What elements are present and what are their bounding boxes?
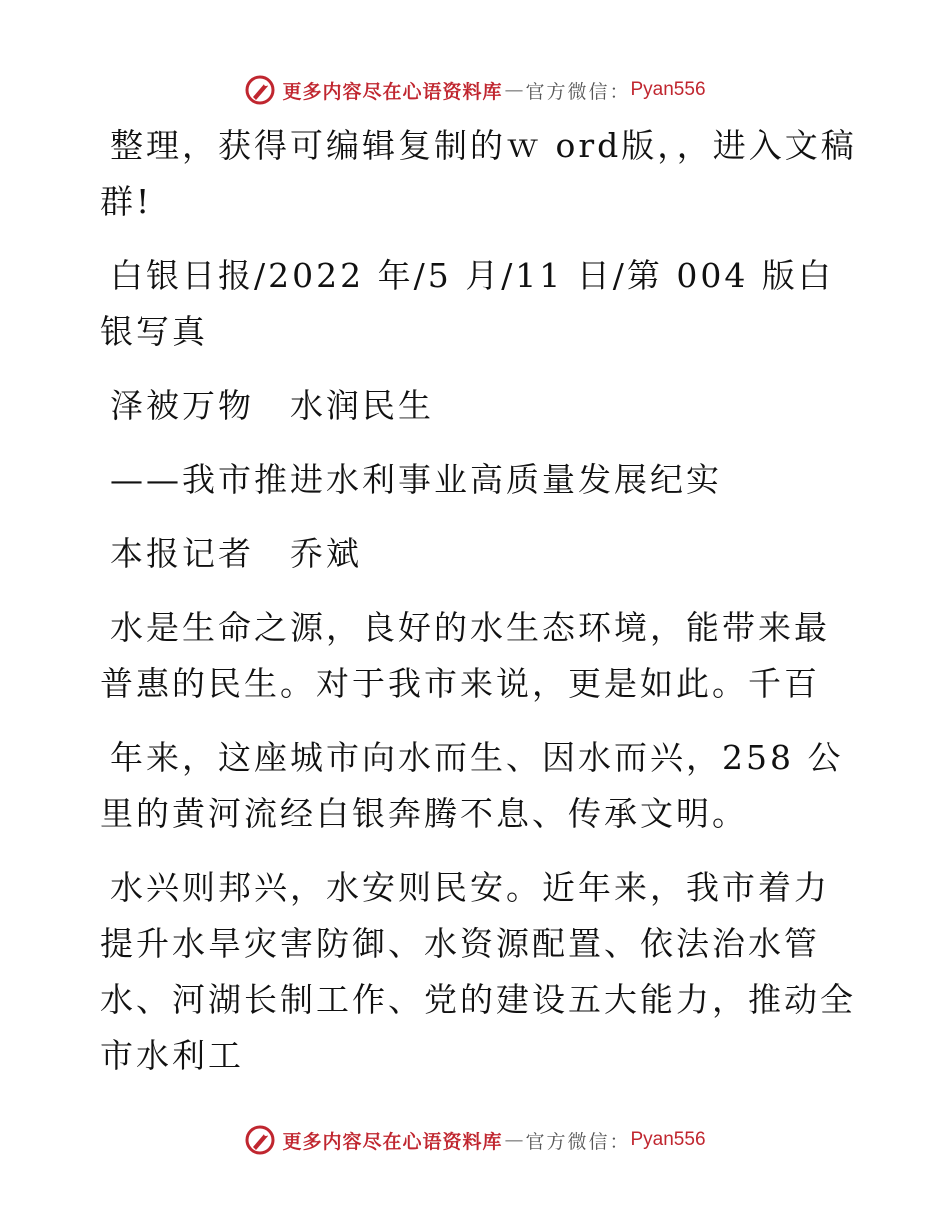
- wechat-label: 官方微信：: [525, 80, 631, 103]
- paragraph-intro: 整理，获得可编辑复制的ｗ ord版，，进入文稿群!: [100, 126, 857, 221]
- pen-logo-icon: [244, 74, 276, 106]
- pen-logo-icon: [244, 1124, 276, 1156]
- footer-watermark-banner: [0, 1120, 950, 1160]
- brand-text: 更多内容尽在心语资料库: [282, 80, 503, 103]
- document-body: [100, 118, 860, 1102]
- article-subtitle: ——我市推进水利事业高质量发展纪实: [110, 460, 722, 499]
- wechat-label: 官方微信：: [525, 1130, 631, 1153]
- paragraph-source: 白银日报/2022 年/5 月/11 日/第 004 版白银写真: [100, 256, 834, 351]
- article-title: 泽被万物 水润民生: [110, 386, 434, 425]
- brand-text: 更多内容尽在心语资料库: [282, 1130, 503, 1153]
- wechat-account: Pyan556: [630, 79, 706, 100]
- banner-separator: —: [504, 79, 524, 101]
- paragraph-body-1: 水是生命之源，良好的水生态环境，能带来最普惠的民生。对于我市来说，更是如此。千百: [100, 608, 830, 703]
- banner-separator: —: [504, 1129, 524, 1151]
- paragraph-body-3: 水兴则邦兴，水安则民安。近年来，我市着力提升水旱灾害防御、水资源配置、依法治水管水、河湖长制工作、党的建设五大能力，推动全市水利工: [100, 868, 856, 1075]
- paragraph-body-2: 年来，这座城市向水而生、因水而兴，258 公里的黄河流经白银奔腾不息、传承文明。: [100, 738, 844, 833]
- wechat-account: Pyan556: [630, 1129, 706, 1150]
- article-byline: 本报记者 乔斌: [110, 534, 362, 573]
- header-watermark-banner: [0, 70, 950, 110]
